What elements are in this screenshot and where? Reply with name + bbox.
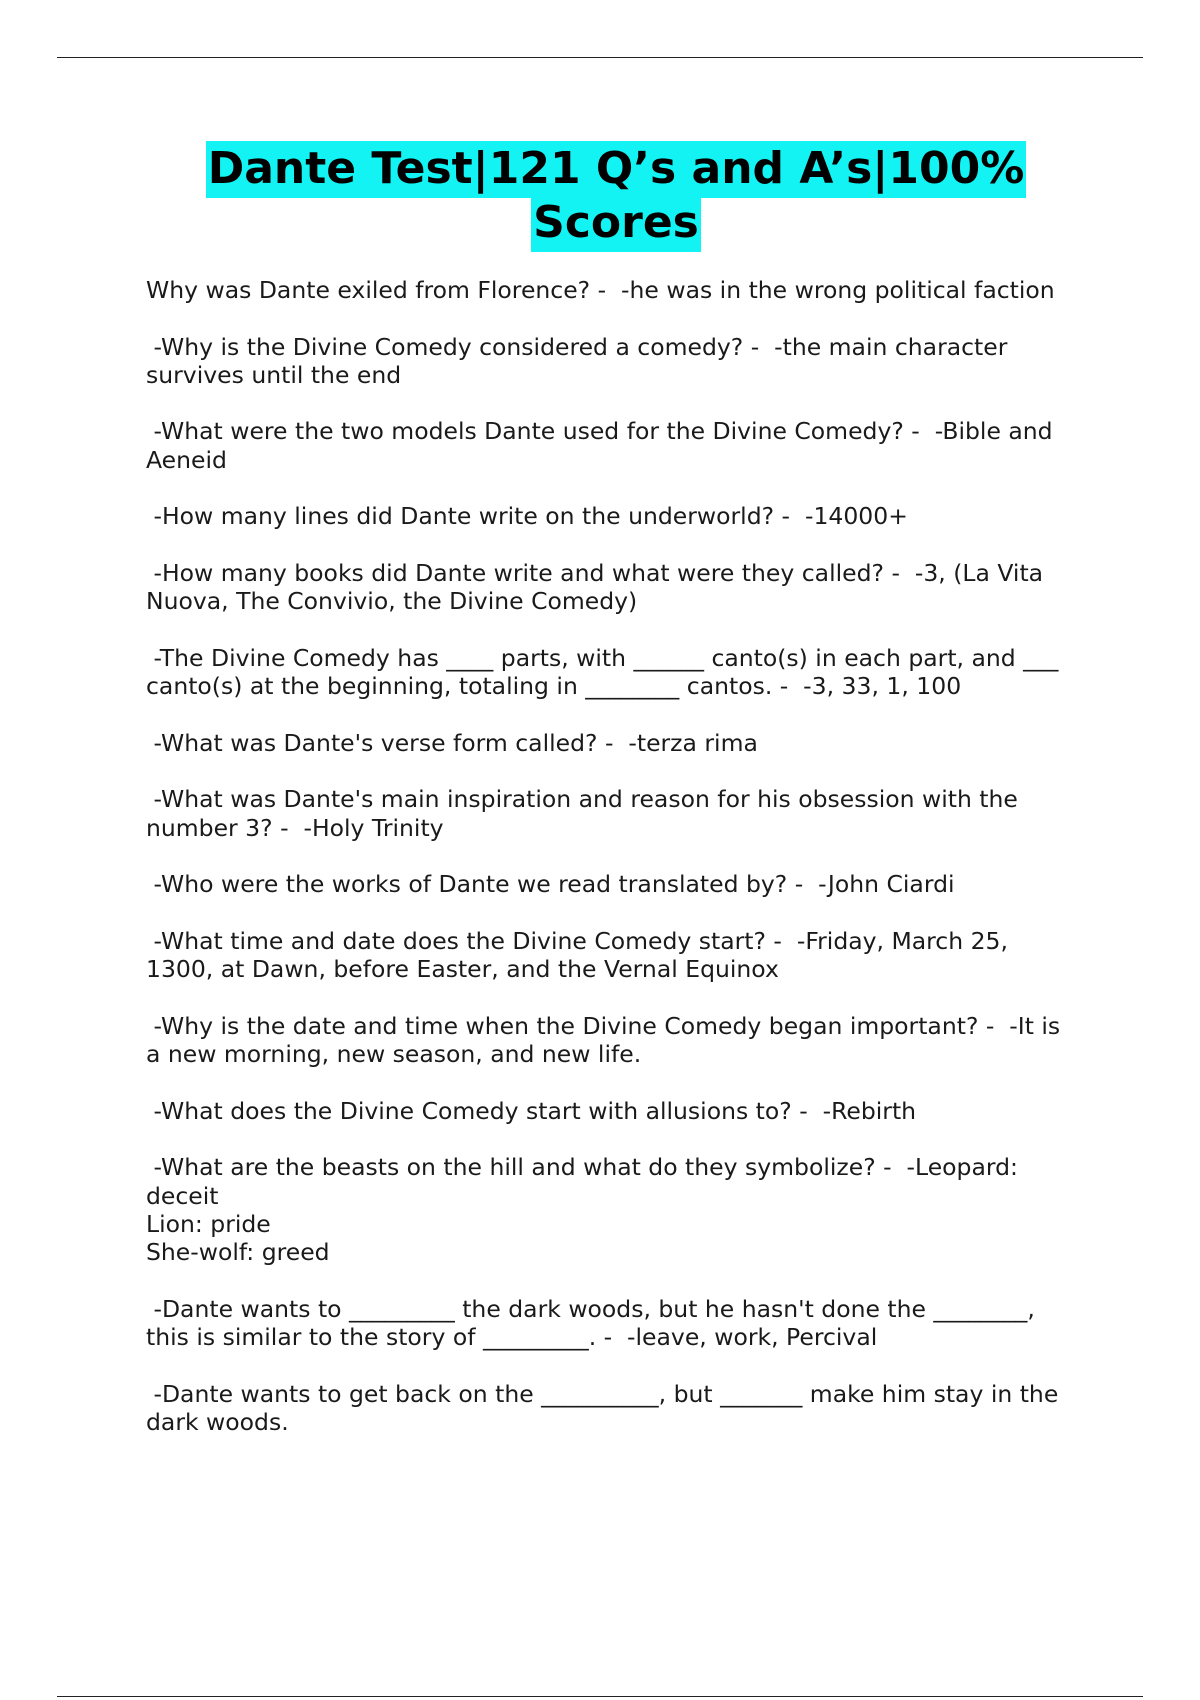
qa-item: -What was Dante's verse form called? - -terza rima	[146, 728, 758, 757]
title-line-2: Scores	[531, 195, 701, 252]
top-rule	[57, 57, 1143, 58]
qa-item: -What are the beasts on the hill and what do they symbolize? - -Leopard: deceit Lion: pride She-wolf: greed	[146, 1153, 1018, 1267]
qa-item: -What time and date does the Divine Comedy start? - -Friday, March 25, 1300, at Dawn, before Easter, and the Vernal Equinox	[146, 926, 1008, 984]
qa-item: -What were the two models Dante used for the Divine Comedy? - -Bible and Aeneid	[146, 417, 1053, 474]
qa-item: -Dante wants to get back on the __________, but _______ make him stay in the dark woods.	[146, 1379, 1059, 1436]
document-title	[146, 142, 1086, 250]
qa-item: -Why is the date and time when the Divine Comedy began important? - -It is a new morning, new season, and new life.	[146, 1011, 1061, 1069]
qa-item: Why was Dante exiled from Florence? - -he was in the wrong political faction	[146, 276, 1055, 304]
qa-item: -The Divine Comedy has ____ parts, with ______ canto(s) in each part, and ___ canto(s) at the beginning, totaling in ________ cantos. - -3, 33, 1, 100	[146, 643, 1059, 701]
qa-list	[146, 276, 1094, 1464]
qa-item: -Who were the works of Dante we read translated by? - -John Ciardi	[146, 870, 955, 899]
qa-item: -How many books did Dante write and what were they called? - -3, (La Vita Nuova, The Convivio, the Divine Comedy)	[146, 558, 1044, 616]
qa-item: -What does the Divine Comedy start with allusions to? - -Rebirth	[146, 1096, 917, 1125]
qa-item: -What was Dante's main inspiration and reason for his obsession with the number 3? - -Holy Trinity	[146, 785, 1018, 842]
qa-item: -Why is the Divine Comedy considered a comedy? - -the main character survives until the end	[146, 332, 1008, 389]
bottom-rule	[57, 1696, 1143, 1697]
qa-item: -Dante wants to _________ the dark woods, but he hasn't done the ________, this is similar to the story of _________. - -leave, work, Percival	[146, 1294, 1035, 1351]
qa-item: -How many lines did Dante write on the underworld? - -14000+	[146, 502, 908, 531]
title-line-1: Dante Test|121 Q’s and A’s|100%	[206, 141, 1027, 198]
